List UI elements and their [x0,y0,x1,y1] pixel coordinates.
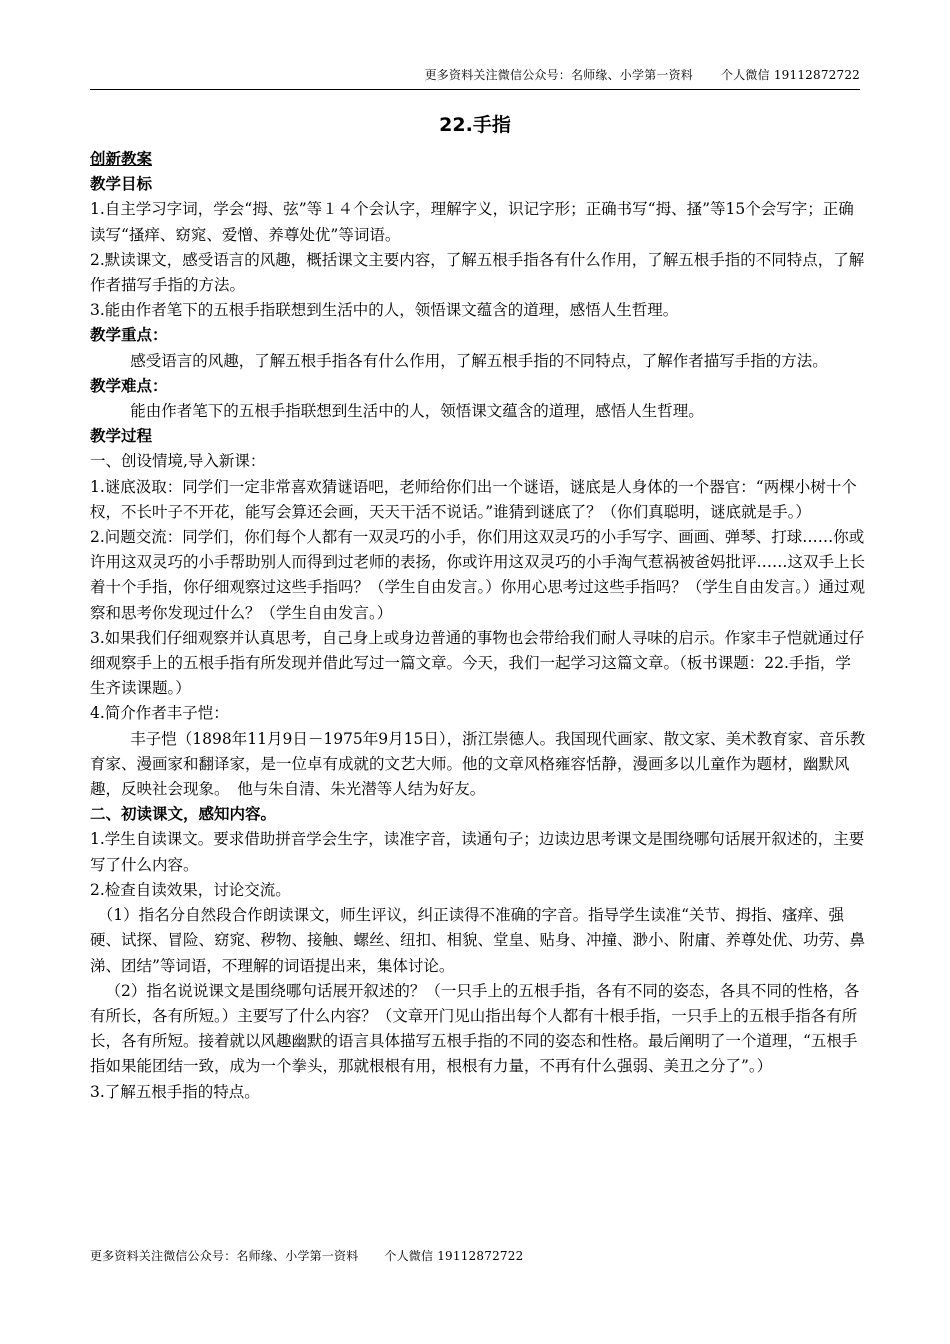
author-intro: 丰子恺（1898年11月9日－1975年9月15日），浙江崇德人。我国现代画家、散文家、美术教育家、音乐教育家、漫画家和翻译家，是一位卓有成就的文艺大师。他的文章风格雍容恬静，漫画多以儿童作为题材，幽默风趣，反映社会现象。 他与朱自清、朱光潜等人结为好友。 [90,729,866,799]
step-1-item-3: 3.如果我们仔细观察并认真思考，自己身上或身边普通的事物也会带给我们耐人寻味的启示。作家丰子恺就通过仔细观察手上的五根手指有所发现并借此写过一篇文章。今天，我们一起学习这篇文章。（板书课题：22.手指，学生齐读课题。） [90,628,865,698]
section-label-innovative-plan: 创新教案 [90,150,153,168]
page-footer [90,1247,523,1264]
step-2-item-3: 3.了解五根手指的特点。 [90,1082,260,1101]
heading-teaching-goals: 教学目标 [90,175,153,194]
step-1-item-2: 2.问题交流：同学们，你们每个人都有一双灵巧的小手，你们用这双灵巧的小手写字、画画、弹琴、打球……你或许用这双灵巧的小手帮助别人而得到过老师的表扬，你或许用这双灵巧的小手淘气惹祸被爸妈批评……这双手上长着十个手指，你仔细观察过这些手指吗？（学生自由发言。）你用心思考过这些手指吗？（学生自由发言。）通过观察和思考你发现过什么？（学生自由发言。） [90,528,866,622]
step-2-heading: 二、初读课文，感知内容。 [90,805,277,824]
footer-wechat-text: 个人微信 19112872722 [384,1249,524,1263]
step-2-sub-2: （2）指名说说课文是围绕哪句话展开叙述的？（一只手上的五根手指，各有不同的姿态，各具不同的性格，各有所长，各有所短。）主要写了什么内容？（文章开门见山指出每个人都有十根手指，一只手上的五根手指各有所长，各有所短。接着就以风趣幽默的语言具体描写五根手指的不同的姿态和性格。最后阐明了一个道理，“五根手指如果能团结一致，成为一个拳头，那就根根有用，根根有力量，不再有什么强弱、美丑之分了”。） [90,981,860,1076]
document-body [90,147,866,1105]
difficulties-text: 能由作者笔下的五根手指联想到生活中的人，领悟课文蕴含的道理，感悟人生哲理。 [130,402,704,421]
header-wechat-text: 个人微信 19112872722 [721,68,860,82]
heading-key-points: 教学重点： [90,326,168,345]
step-2-item-2: 2.检查自读效果，讨论交流。 [90,880,291,899]
step-2-item-1: 1.学生自读课文。要求借助拼音学会生字，读准字音，读通句子；边读边思考课文是围绕哪句话展开叙述的，主要写了什么内容。 [90,830,865,874]
header-promo-text: 更多资料关注微信公众号：名师缘、小学第一资料 [424,68,693,82]
heading-difficulties: 教学难点： [90,376,168,395]
document-title: 22.手指 [439,114,511,136]
goal-3: 3.能由作者笔下的五根手指联想到生活中的人，领悟课文蕴含的道理，感悟人生哲理。 [90,301,679,320]
step-1-heading: 一、创设情境,导入新课： [90,452,266,471]
goal-2: 2.默读课文，感受语言的风趣，概括课文主要内容，了解五根手指各有什么作用，了解五根手指的不同特点，了解作者描写手指的方法。 [90,250,865,295]
heading-teaching-process: 教学过程 [90,427,153,446]
footer-promo-text: 更多资料关注微信公众号：名师缘、小学第一资料 [90,1249,359,1263]
step-1-item-1: 1.谜底汲取：同学们一定非常喜欢猜谜语吧，老师给你们出一个谜语，谜底是人身体的一个器官：“两棵小树十个杈，不长叶子不开花，能写会算还会画，天天干活不说话。”谁猜到谜底了？（你们真聪明，谜底就是手。） [90,477,857,521]
step-2-sub-1: （1）指名分自然段合作朗读课文，师生评议，纠正读得不准确的字音。指导学生读准“关节、拇指、瘙痒、强硬、试探、冒险、窈窕、秽物、接触、螺丝、纽扣、相貌、堂皇、贴身、冲撞、渺小、附庸、养尊处优、功劳、鼻涕、团结”等词语，不理解的词语提出来，集体讨论。 [90,906,866,975]
goal-1: 1.自主学习字词，学会“拇、弦”等１４个会认字，理解字义，识记字形；正确书写“拇、搔”等15个会写字；正确读写“搔痒、窈窕、爱憎、养尊处优”等词语。 [90,200,854,244]
step-1-item-4: 4.简介作者丰子恺： [90,704,229,723]
key-points-text: 感受语言的风趣，了解五根手指各有什么作用，了解五根手指的不同特点，了解作者描写手指的方法。 [130,351,828,370]
page-header [90,66,860,90]
